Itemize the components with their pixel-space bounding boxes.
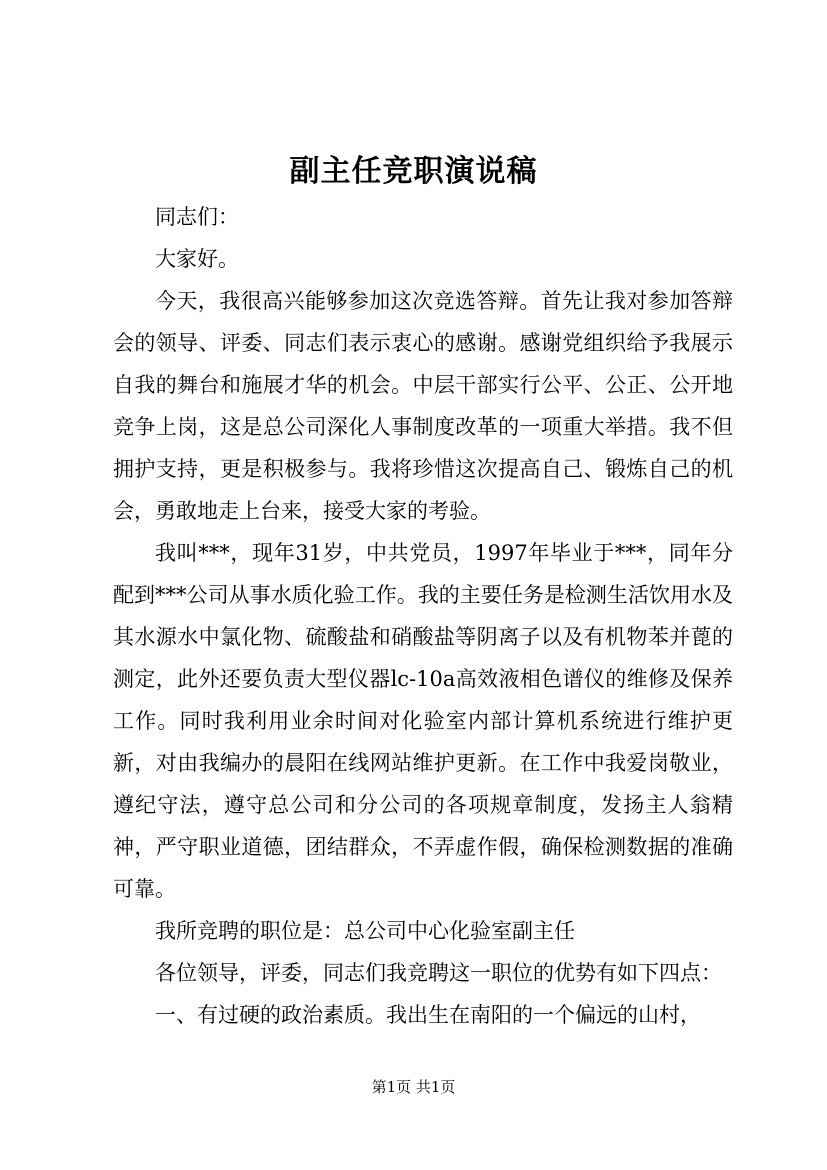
paragraph-position: 我所竞聘的职位是：总公司中心化验室副主任 (155, 919, 575, 943)
document-title: 副主任竞职演说稿 (289, 154, 538, 189)
paragraph-first-advantage: 一、有过硬的政治素质。我出生在南阳的一个偏远的山村， (155, 1003, 701, 1027)
paragraph-advantages: 各位领导，评委，同志们我竞聘这一职位的优势有如下四点： (155, 961, 722, 985)
paragraph-intro: 今天，我很高兴能够参加这次竞选答辩。首先让我对参加答辩会的领导、评委、同志们表示衷心的感谢。感谢党组织给予我展示自我的舞台和施展才华的机会。中层干部实行公平、公正、公开地竞争上岗，这是总公司深化人事制度改革的一项重大举措。我不但拥护支持，更是积极参与。我将珍惜这次提高自己、锻炼自己的机会，勇敢地走上台来，接受大家的考验。 (113, 289, 733, 523)
page-footer: 第1页 共1页 (371, 1078, 456, 1096)
paragraph-self-introduction: 我叫***，现年31岁，中共党员，1997年毕业于***，同年分配到***公司从事水质化验工作。我的主要任务是检测生活饮用水及其水源水中氯化物、硫酸盐和硝酸盐等阴离子以及有机物苯并蓖的测定，此外还要负责大型仪器lc-10a高效液相色谱仪的维修及保养工作。同时我利用业余时间对化验室内部计算机系统进行维护更新，对由我编办的晨阳在线网站维护更新。在工作中我爱岗敬业，遵纪守法，遵守总公司和分公司的各项规章制度，发扬主人翁精神，严守职业道德，团结群众，不弄虚作假，确保检测数据的准确可靠。 (113, 541, 733, 901)
paragraph-greeting: 同志们： (155, 205, 239, 229)
paragraph-hello: 大家好。 (155, 247, 239, 271)
document-body (113, 196, 733, 1036)
